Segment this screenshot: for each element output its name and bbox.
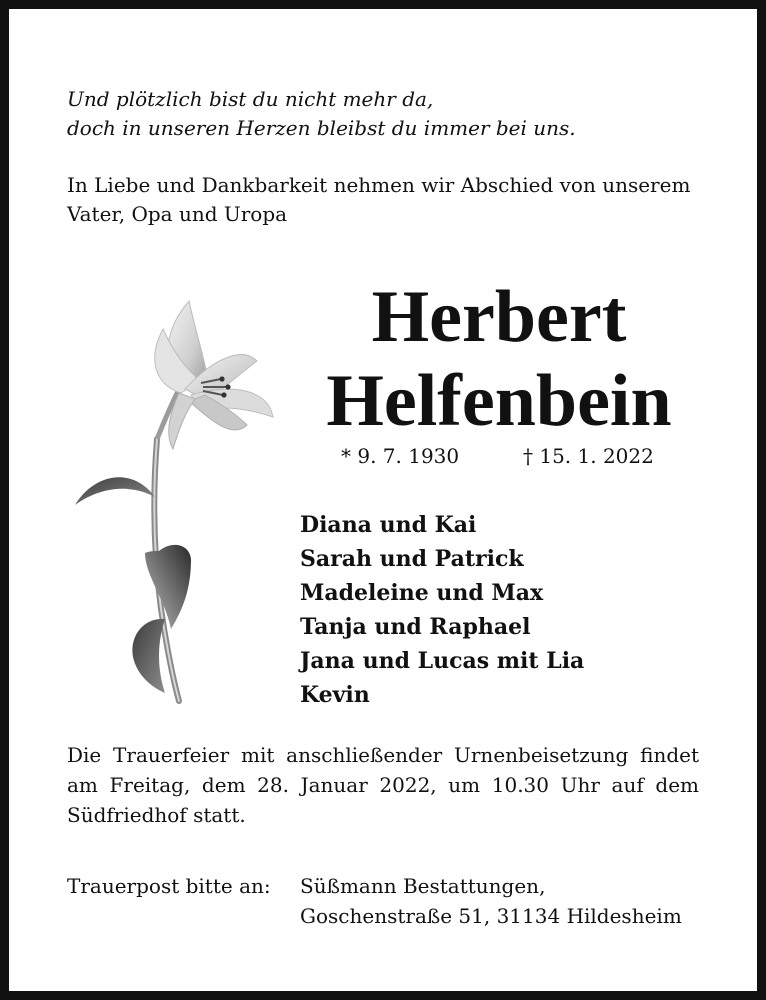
deceased-last-name: Helfenbein — [326, 360, 672, 442]
intro-line-1: In Liebe und Dankbarkeit nehmen wir Abschied von unserem — [67, 173, 691, 197]
mourners-list — [300, 508, 584, 712]
mourner-item: Tanja und Raphael — [300, 614, 531, 640]
deceased-first-name: Herbert — [371, 276, 627, 358]
mourner-item: Sarah und Patrick — [300, 546, 524, 572]
intro-text — [67, 171, 707, 229]
mail-address-line-1: Süßmann Bestattungen, — [300, 874, 546, 898]
quote-line-1: Und plötzlich bist du nicht mehr da, — [67, 87, 434, 111]
death-date: † 15. 1. 2022 — [523, 444, 654, 468]
mourner-item: Diana und Kai — [300, 512, 477, 538]
quote-line-2: doch in unseren Herzen bleibst du immer bei uns. — [67, 116, 576, 140]
mourner-item: Jana und Lucas mit Lia — [300, 648, 585, 674]
mourner-item: Madeleine und Max — [300, 580, 544, 606]
birth-date: * 9. 7. 1930 — [341, 444, 460, 468]
intro-line-2: Vater, Opa und Uropa — [67, 202, 288, 226]
lily-flower-icon — [61, 289, 291, 709]
mourner-item: Kevin — [300, 682, 370, 708]
mail-address-line-2: Goschenstraße 51, 31134 Hildesheim — [300, 904, 682, 928]
funeral-service-info: Die Trauerfeier mit anschließender Urnenbeisetzung findet am Freitag, dem 28. Januar 2022, um 10.30 Uhr auf dem Südfriedhof statt. — [67, 743, 699, 827]
memorial-quote — [67, 85, 576, 143]
mail-address — [300, 871, 682, 931]
mail-label: Trauerpost bitte an: — [67, 874, 271, 898]
